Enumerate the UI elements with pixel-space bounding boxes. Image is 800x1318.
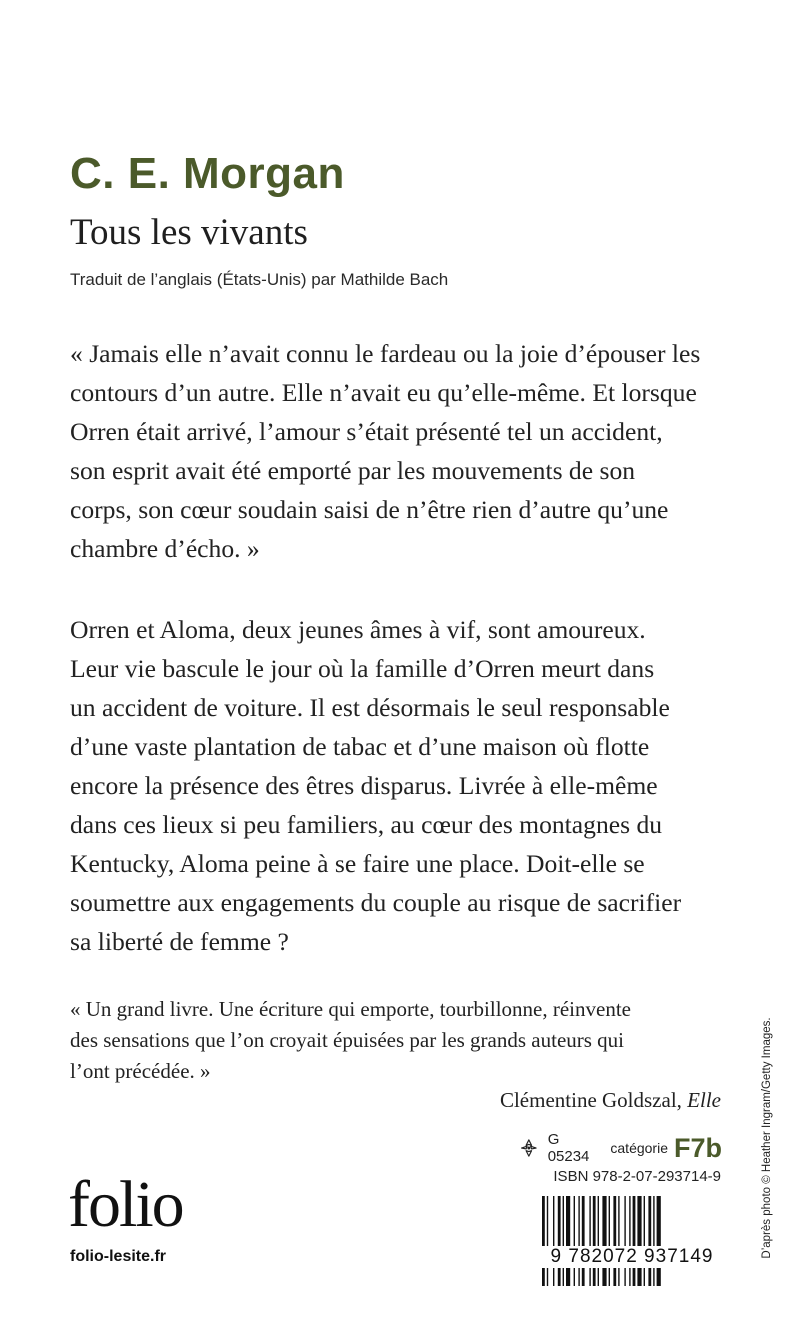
author-name: C. E. Morgan <box>70 149 345 198</box>
review-line: « Un grand livre. Une écriture qui emporte, tourbillonne, réinvente <box>70 997 631 1021</box>
summary-line: un accident de voiture. Il est désormais le seul responsable <box>70 693 670 722</box>
press-review <box>70 994 730 1087</box>
isbn: ISBN 978-2-07-293714-9 <box>553 1168 721 1185</box>
barcode-digits: 9 782072 937149 <box>540 1246 724 1268</box>
review-author: Clémentine Goldszal, <box>499 1088 682 1112</box>
excerpt-line: chambre d’écho. » <box>70 534 260 563</box>
excerpt-quote <box>70 334 722 568</box>
excerpt-line: son esprit avait été emporté par les mouvements de son <box>70 456 636 485</box>
summary-line: sa liberté de femme ? <box>70 927 289 956</box>
summary-line: dans ces lieux si peu familiers, au cœur des montagnes du <box>70 810 663 839</box>
barcode-icon <box>540 1196 724 1286</box>
book-title: Tous les vivants <box>70 212 308 253</box>
summary-line: Orren et Aloma, deux jeunes âmes à vif, sont amoureux. <box>70 615 646 644</box>
review-line: des sensations que l’on croyait épuisées par les grands auteurs qui <box>70 1028 625 1052</box>
excerpt-line: « Jamais elle n’avait connu le fardeau ou la joie d’épouser les <box>70 339 701 368</box>
excerpt-line: contours d’un autre. Elle n’avait eu qu’elle-même. Et lorsque <box>70 378 697 407</box>
excerpt-line: corps, son cœur soudain saisi de n’être rien d’autre qu’une <box>70 495 669 524</box>
translator-credit: Traduit de l’anglais (États-Unis) par Mathilde Bach <box>70 270 449 289</box>
summary-line: Kentucky, Aloma peine à se faire une place. Doit-elle se <box>70 849 645 878</box>
review-publication: Elle <box>687 1088 721 1112</box>
summary-line: encore la présence des êtres disparus. Livrée à elle-même <box>70 771 658 800</box>
photo-credit: D’après photo © Heather Ingram/Getty Images. <box>761 1017 773 1259</box>
catalog-code: G 05234 <box>547 1131 590 1165</box>
category-code: F7b <box>673 1132 722 1163</box>
category-label: catégorie <box>610 1140 668 1156</box>
book-summary <box>70 610 722 961</box>
summary-line: soumettre aux engagements du couple au risque de sacrifier <box>70 888 682 917</box>
excerpt-line: Orren était arrivé, l’amour s’était présenté tel un accident, <box>70 417 663 446</box>
review-attribution <box>500 1088 721 1113</box>
summary-line: d’une vaste plantation de tabac et d’une maison où flotte <box>70 732 650 761</box>
publisher-logo: folio <box>68 1168 183 1241</box>
review-line: l’ont précédée. » <box>70 1059 211 1083</box>
fleuron-icon <box>518 1137 540 1159</box>
publisher-website: folio-lesite.fr <box>70 1248 167 1265</box>
catalog-code-line <box>518 1133 722 1163</box>
summary-line: Leur vie bascule le jour où la famille d’Orren meurt dans <box>70 654 655 683</box>
